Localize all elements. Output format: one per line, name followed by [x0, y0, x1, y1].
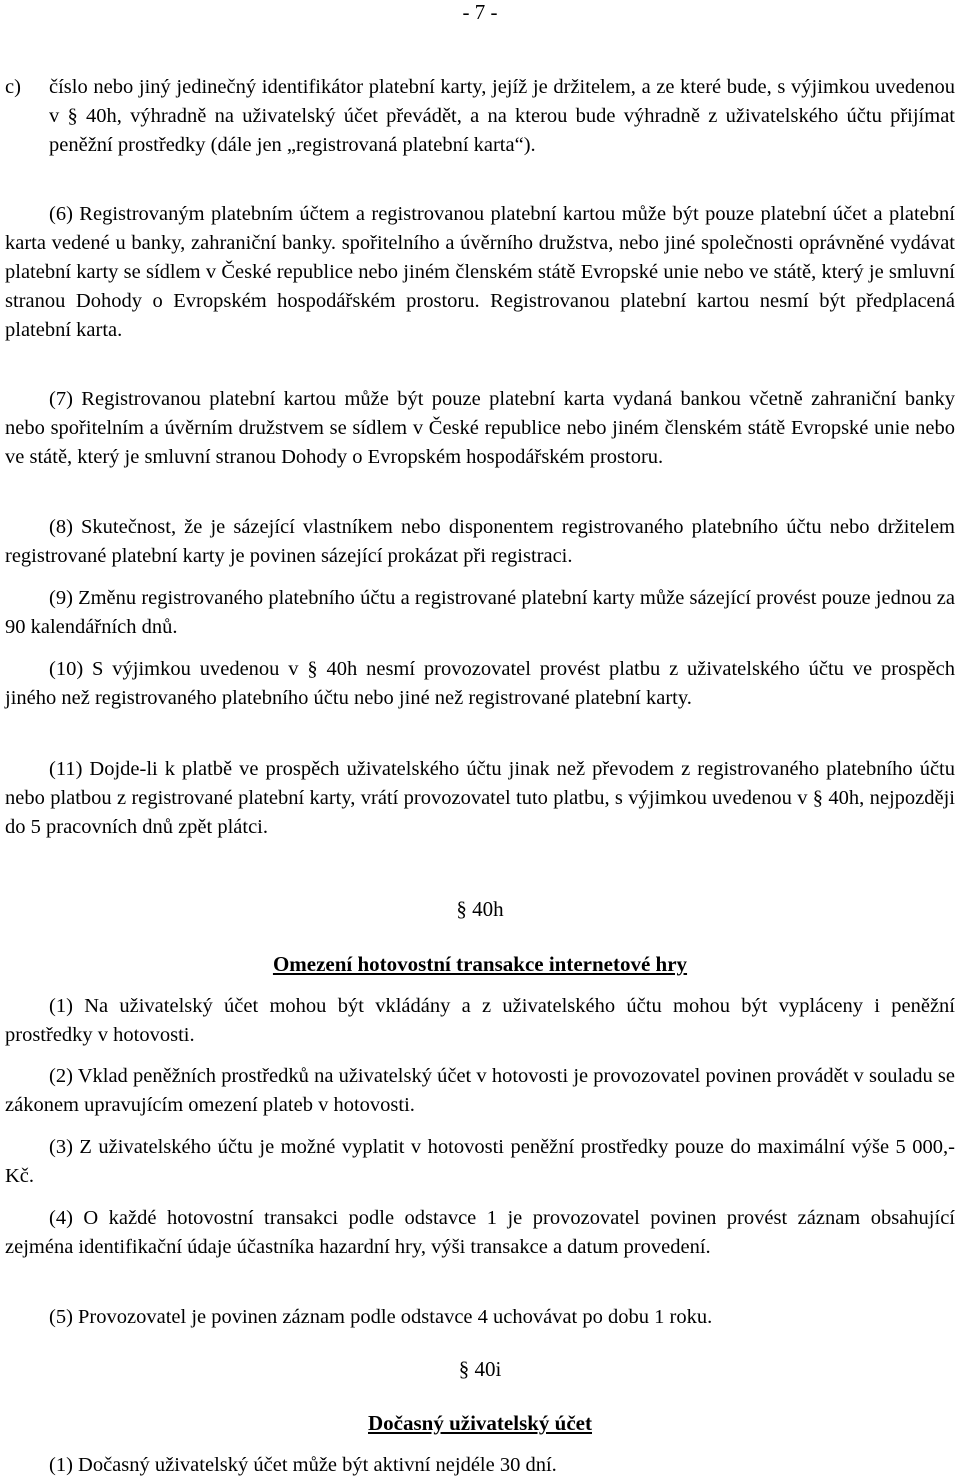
paragraph-10: (10) S výjimkou uvedenou v § 40h nesmí provozovatel provést platbu z uživatelského účtu ve prospěch jiného než registrovaného platebního účtu nebo jiné než registrované platební karty.: [5, 658, 955, 709]
paragraph-9: (9) Změnu registrovaného platebního účtu a registrované platební karty může sázející provést pouze jednou za 90 kalendářních dnů.: [5, 587, 955, 638]
section-40h-paragraph-2: (2) Vklad peněžních prostředků na uživatelský účet v hotovosti je provozovatel povinen provádět v souladu se zákonem upravujícím omezení plateb v hotovosti.: [5, 1065, 955, 1116]
section-40h-paragraph-4: (4) O každé hotovostní transakci podle odstavce 1 je provozovatel povinen provést záznam obsahující zejména identifikační údaje účastníka hazardní hry, výši transakce a datum provedení.: [5, 1207, 955, 1258]
section-number-40h: § 40h: [456, 897, 504, 921]
section-number-40i: § 40i: [458, 1357, 502, 1381]
list-item-c: [5, 73, 955, 160]
paragraph-8: (8) Skutečnost, že je sázející vlastníkem nebo disponentem registrovaného platebního účtu nebo držitelem registrované platební karty je povinen sázející prokázat při registraci.: [5, 516, 955, 567]
section-title-40h: Omezení hotovostní transakce internetové hry: [272, 952, 688, 976]
paragraph-11: (11) Dojde-li k platbě ve prospěch uživatelského účtu jinak než převodem z registrovaného platebního účtu nebo platbou z registrované platební karty, vrátí provozovatel tuto platbu, s výjimkou uvedenou v § 40h, nejpozději do 5 pracovních dnů zpět plátci.: [5, 758, 955, 838]
page-number: - 7 -: [462, 0, 498, 24]
section-40h-paragraph-5: (5) Provozovatel je povinen záznam podle odstavce 4 uchovávat po dobu 1 roku.: [49, 1306, 713, 1328]
section-40h-paragraph-1: (1) Na uživatelský účet mohou být vkládány a z uživatelského účtu mohou být vypláceny i peněžní prostředky v hotovosti.: [5, 995, 955, 1046]
section-40h-paragraph-3: (3) Z uživatelského účtu je možné vyplatit v hotovosti peněžní prostředky pouze do maximální výše 5 000,- Kč.: [5, 1136, 955, 1187]
list-item-label: c): [5, 76, 21, 98]
paragraph-6: (6) Registrovaným platebním účtem a registrovanou platební kartou může být pouze platební účet a platební karta vedené u banky, zahraniční banky. spořitelního a úvěrního družstva, nebo jiné společnosti oprávněné vydávat platební karty se sídlem v České republice nebo jiném členském státě Evropské unie nebo ve státě, který je smluvní stranou Dohody o Evropském hospodářském prostoru. Registrovanou platební kartou nesmí být předplacená platební karta.: [5, 203, 955, 341]
paragraph-7: (7) Registrovanou platební kartou může být pouze platební karta vydaná bankou včetně zahraniční banky nebo spořitelním a úvěrním družstvem se sídlem v České republice nebo jiném členském státě Evropské unie nebo ve státě, který je smluvní stranou Dohody o Evropském hospodářském prostoru.: [5, 388, 955, 468]
section-title-40i: Dočasný uživatelský účet: [368, 1411, 592, 1435]
section-40i-paragraph-1: (1) Dočasný uživatelský účet může být aktivní nejdéle 30 dní.: [49, 1454, 557, 1476]
list-item-text: číslo nebo jiný jedinečný identifikátor platební karty, jejíž je držitelem, a ze které bude, s výjimkou uvedenou v § 40h, výhradně na uživatelský účet převádět, a na kterou bude výhradně z uživatelského účtu přijímat peněžní prostředky (dále jen „registrovaná platební karta“).: [49, 76, 955, 156]
